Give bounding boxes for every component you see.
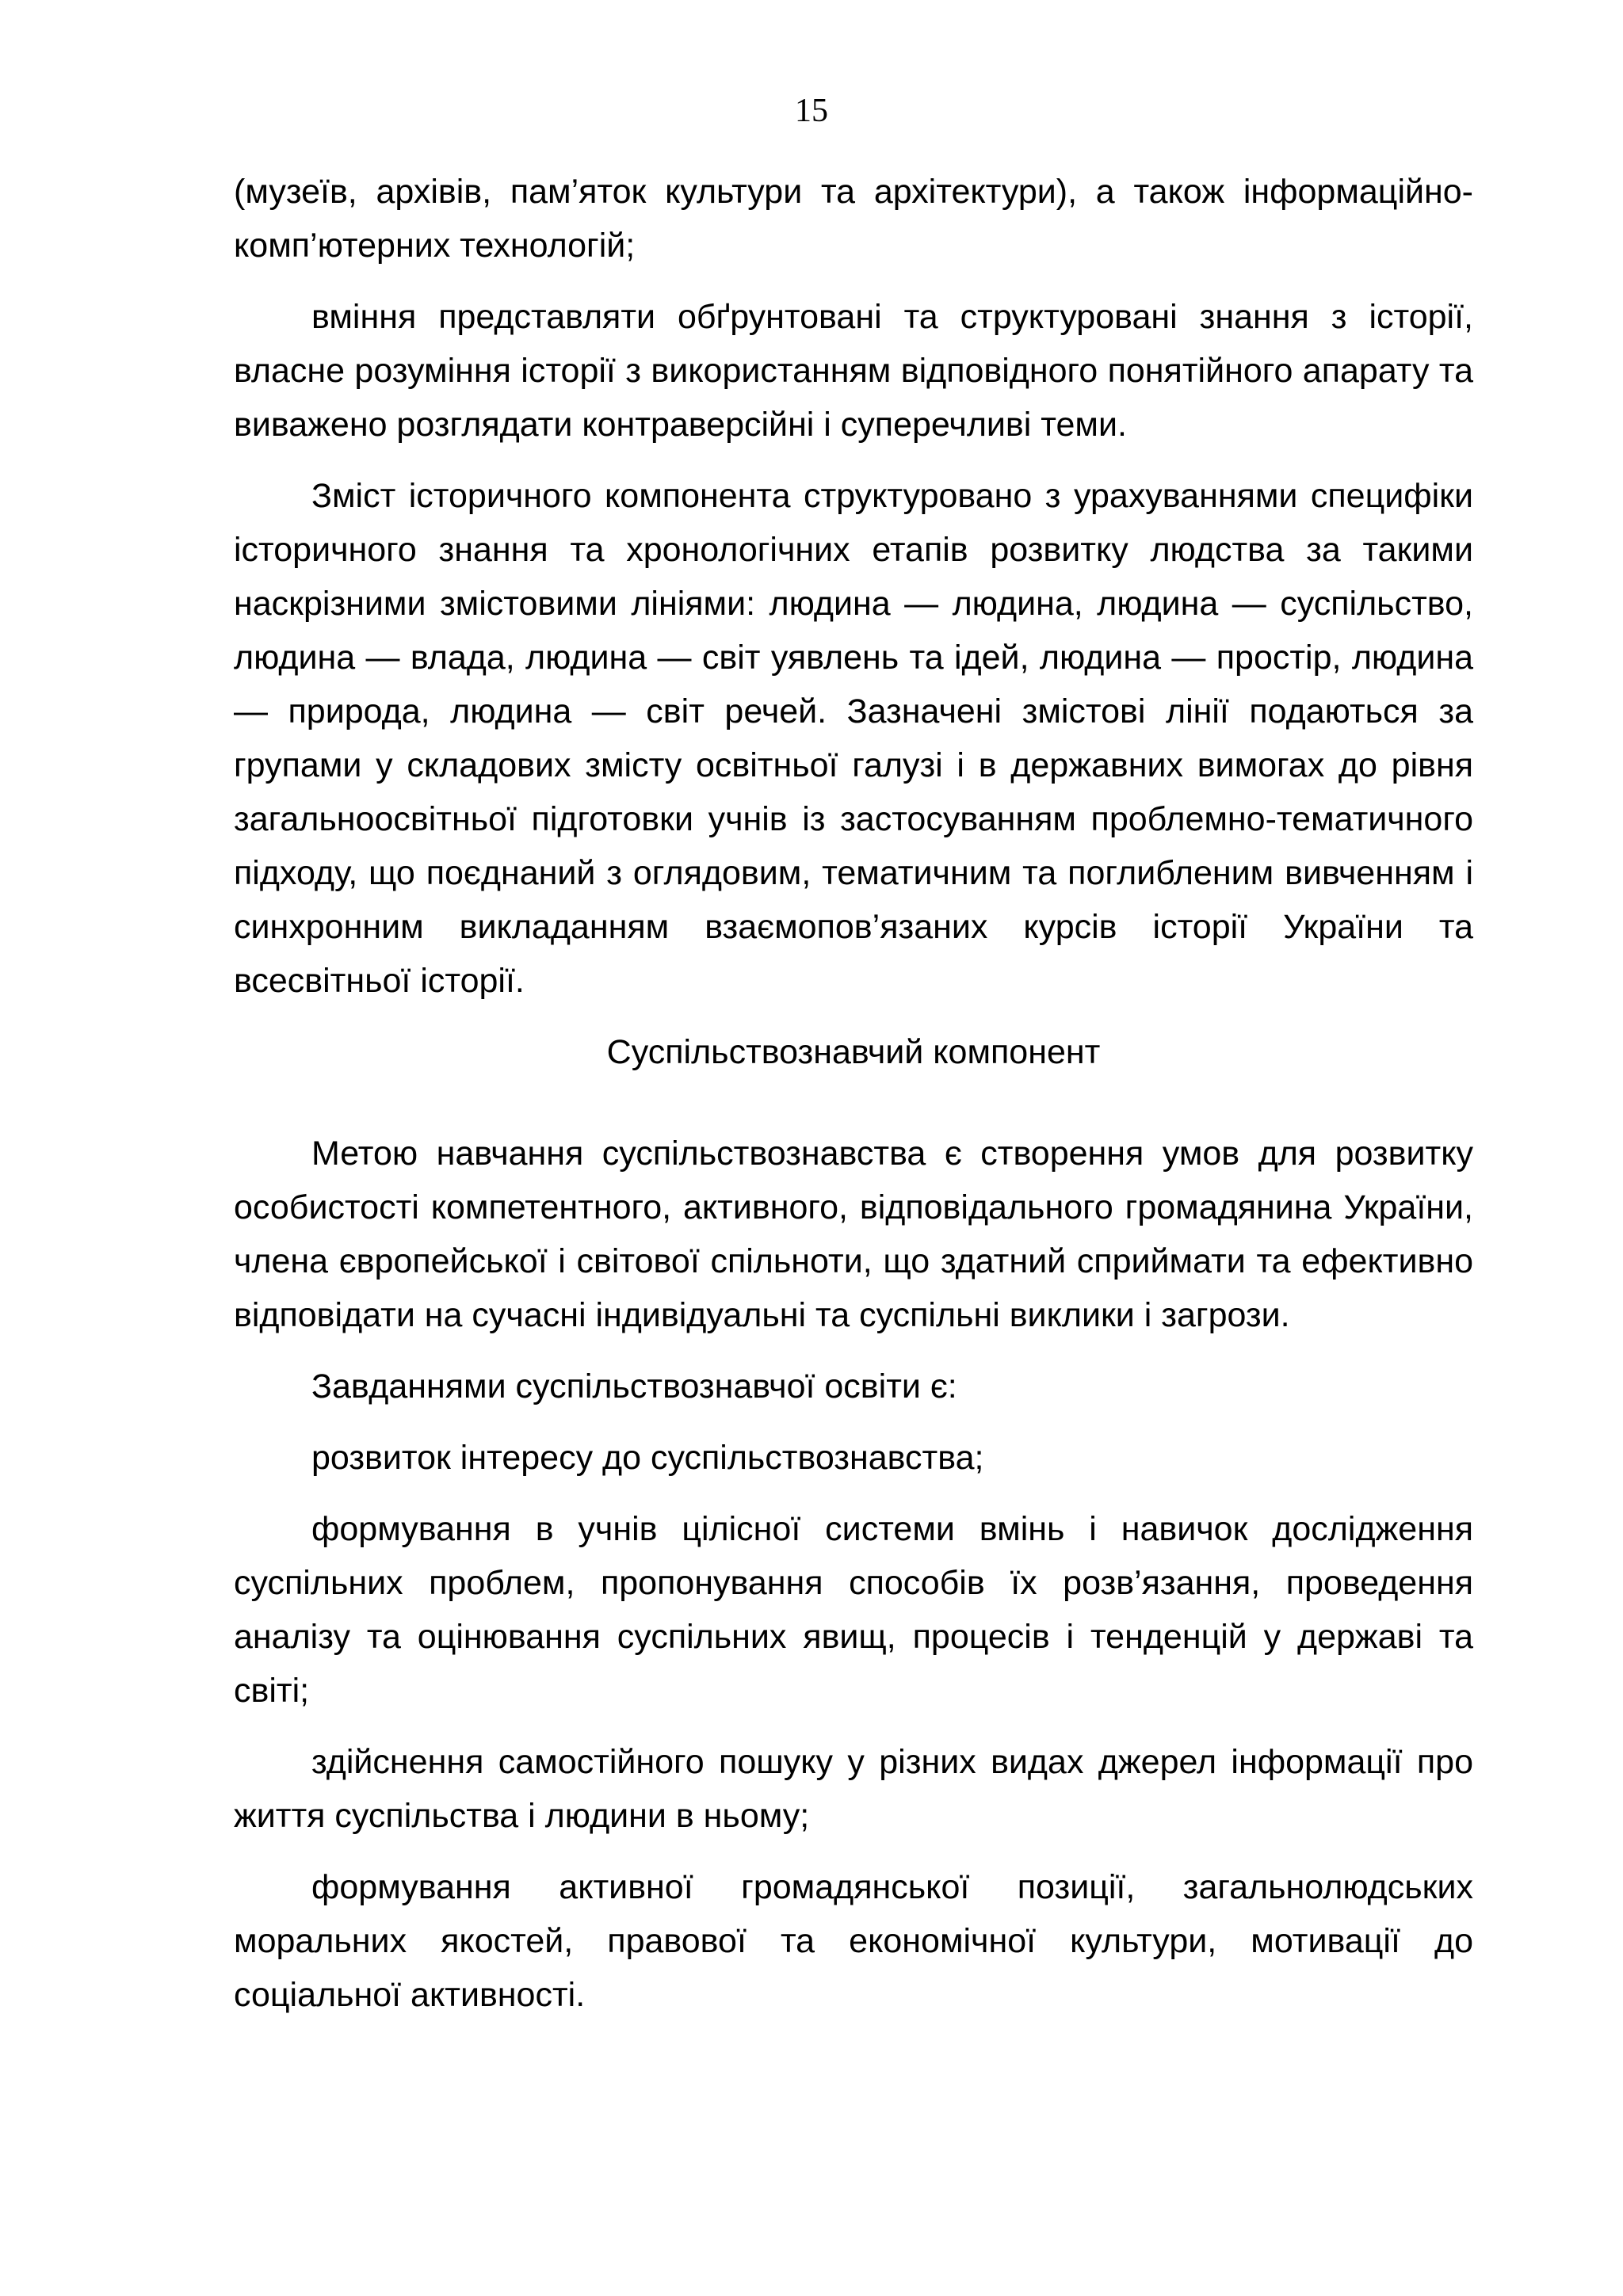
- list-item-search: здійснення самостійного пошуку у різних видах джерел інформації про життя суспільства і людини в ньому;: [234, 1743, 1473, 1835]
- section-heading: Суспільствознавчий компонент: [606, 1033, 1101, 1071]
- list-item-civic-position: формування активної громадянської позиції, загальнолюдських моральних якостей, правової та економічної культури, мотивації до соціальної активності.: [234, 1868, 1473, 2014]
- paragraph-tasks-intro: Завданнями суспільствознавчої освіти є:: [311, 1367, 957, 1405]
- page-number: 15: [795, 93, 828, 129]
- paragraph-continuation: (музеїв, архівів, пам’яток культури та архітектури), а також інформаційно-комп’ютерних технологій;: [234, 173, 1473, 265]
- list-item-skills: формування в учнів цілісної системи вмінь і навичок дослідження суспільних проблем, пропонування способів їх розв’язання, проведення аналізу та оцінювання суспільних явищ, процесів і тенденцій у державі та світі;: [234, 1510, 1473, 1710]
- list-item-interest: розвиток інтересу до суспільствознавства;: [311, 1439, 984, 1477]
- document-body: [234, 165, 1473, 2039]
- paragraph-skills-history: вміння представляти обґрунтовані та структуровані знання з історії, власне розуміння історії з використанням відповідного понятійного апарату та виважено розглядати контраверсійні і суперечливі теми.: [234, 298, 1473, 444]
- paragraph-social-studies-goal: Метою навчання суспільствознавства є створення умов для розвитку особистості компетентного, активного, відповідального громадянина України, члена європейської і світової спільноти, що здатний сприймати та ефективно відповідати на сучасні індивідуальні та суспільні виклики і загрози.: [234, 1135, 1473, 1334]
- paragraph-history-content: Зміст історичного компонента структуровано з урахуваннями специфіки історичного знання та хронологічних етапів розвитку людства за такими наскрізними змістовими лініями: людина — людина, людина — суспільство, людина — влада, людина — світ уявлень та ідей, людина — простір, людина — природа, людина — світ речей. Зазначені змістові лінії подаються за групами у складових змісту освітньої галузі і в державних вимогах до рівня загальноосвітньої підготовки учнів із застосуванням проблемно-тематичного підходу, що поєднаний з оглядовим, тематичним та поглибленим вивченням і синхронним викладанням взаємопов’язаних курсів історії України та всесвітньої історії.: [234, 477, 1473, 1000]
